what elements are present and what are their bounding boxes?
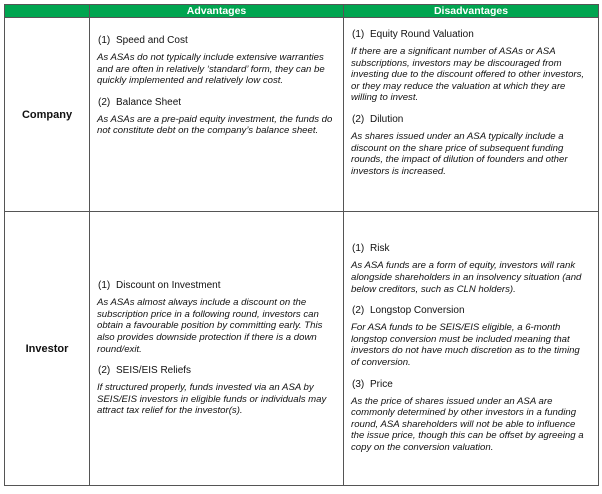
comparison-table [4, 4, 599, 486]
investor-disadvantages-cell [344, 212, 599, 486]
item-text: As shares issued under an ASA typically include a discount on the share price of subsequent funding rounds, the impact of dilution of founders and other investors is increased. [351, 130, 568, 177]
item-heading: (1) Risk [352, 243, 390, 255]
item-text: As ASAs almost always include a discount on the subscription price in a following round, investors can obtain a favourable position by committing early. This also provides downside protection if there is a down round/exit. [97, 297, 323, 355]
row-label-company: Company [5, 18, 90, 212]
item-text: For ASA funds to be SEIS/EIS eligible, a 6-month longstop conversion must be included meaning that investors do not have much discretion as to the timing of conversion. [351, 322, 580, 368]
item-heading: (3) Price [352, 378, 393, 390]
item-text: As the price of shares issued under an ASA are commonly determined by other investors in a funding round, ASA shareholders will not be able to influence the issue price, though this can be offset by agreeing a copy on the conversion valuation. [351, 395, 584, 453]
header-corner-cell [5, 5, 90, 18]
item-text: As ASA funds are a form of equity, investors will rank alongside shareholders in an insolvency situation (and below creditors, such as CLN holders). [351, 260, 582, 295]
header-row [5, 5, 599, 18]
table-row [5, 18, 599, 212]
item-heading: (2) Balance Sheet [98, 96, 182, 108]
header-advantages: Advantages [90, 5, 344, 18]
item-text: As ASAs do not typically include extensive warranties and are often in relatively ‘standard’ form, they can be quickly implemented and relatively low cost. [97, 52, 325, 87]
item-heading: (1) Equity Round Valuation [352, 29, 474, 40]
investor-advantages-cell [90, 212, 344, 486]
table-row [5, 212, 599, 486]
item-heading: (2) Longstop Conversion [352, 305, 465, 317]
item-text: If structured properly, funds invested via an ASA by SEIS/EIS investors in eligible funds or individuals may attract tax relief for the investor(s). [97, 382, 327, 417]
row-label-investor: Investor [5, 212, 90, 486]
item-heading: (2) SEIS/EIS Reliefs [98, 365, 192, 377]
header-disadvantages: Disadvantages [344, 5, 599, 18]
item-heading: (1) Discount on Investment [98, 280, 221, 292]
item-heading: (2) Dilution [352, 113, 404, 125]
company-disadvantages-cell [344, 18, 599, 212]
item-text: As ASAs are a pre-paid equity investment, the funds do not constitute debt on the company’s balance sheet. [97, 113, 333, 137]
item-text: If there are a significant number of ASAs or ASA subscriptions, investors may be discouraged from investing due to the discount offered to other investors, or they may reduce the valuation at which they are willing to invest. [351, 46, 585, 104]
item-heading: (1) Speed and Cost [98, 35, 188, 46]
company-advantages-cell [90, 18, 344, 212]
